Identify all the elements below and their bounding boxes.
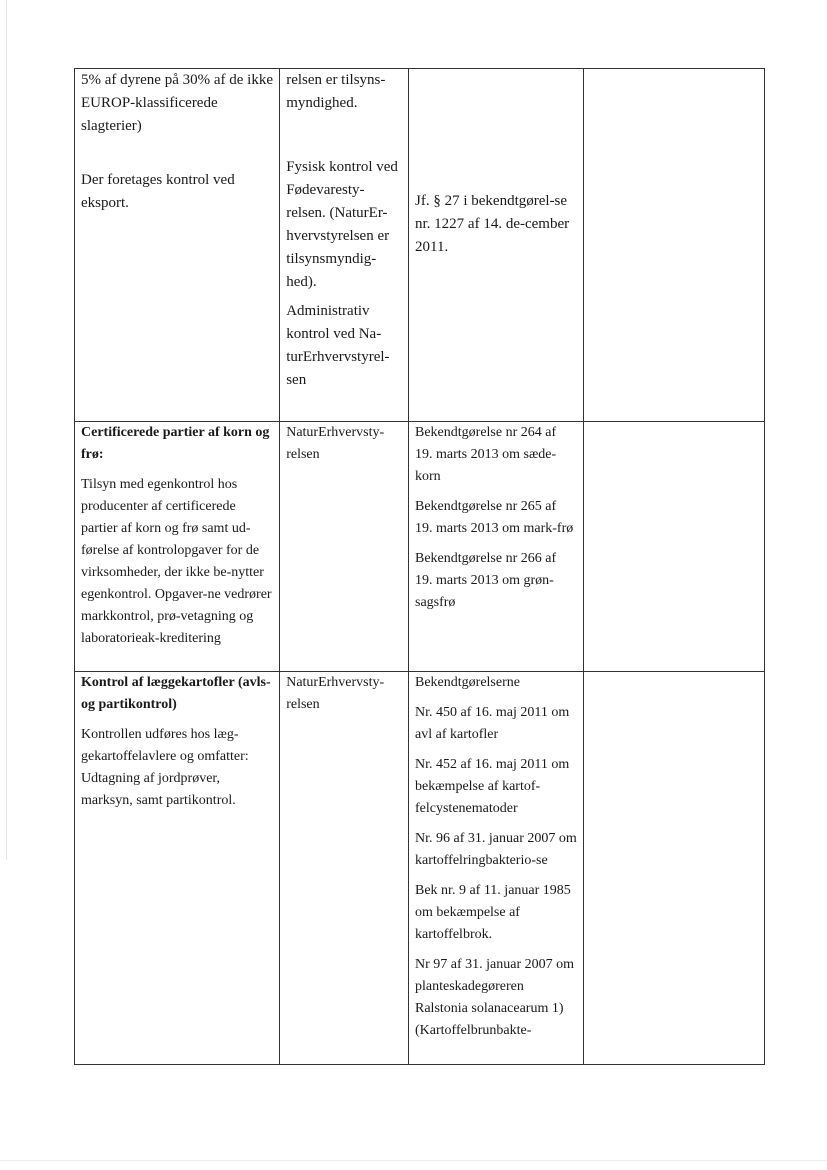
cell-text: Bekendtgørelse nr 265 af 19. marts 2013 om mark-frø	[415, 499, 574, 536]
cell-text: Nr. 452 af 16. maj 2011 om bekæmpelse af kartof-felcystenematoder	[415, 757, 570, 816]
cell-text: Bekendtgørelse nr 266 af 19. marts 2013 om grøn-sagsfrø	[415, 551, 557, 610]
cell-heading: Certificerede partier af korn og frø:	[81, 425, 270, 462]
cell-text: Kontrollen udføres hos læg-gekartoffelavlere og omfatter: Udtagning af jordprøver, marksyn, samt partikontrol.	[81, 727, 249, 808]
scan-edge-line	[0, 1160, 827, 1161]
cell-text: Jf. § 27 i bekendtgørel-se nr. 1227 af 14. de-cember 2011.	[415, 193, 570, 255]
cell-text: Nr 97 af 31. januar 2007 om planteskadegøreren Ralstonia solanacearum 1) (Kartoffelbrunbakte-	[415, 957, 575, 1038]
table-cell-legal-basis	[409, 69, 584, 422]
table-cell-authority	[280, 672, 409, 1065]
cell-text: NaturErhvervsty-relsen	[286, 425, 385, 462]
cell-heading: Kontrol af læggekartofler (avls- og partikontrol)	[81, 675, 271, 712]
table-cell-task	[75, 422, 280, 672]
table-cell-empty	[583, 69, 764, 422]
table-cell-legal-basis	[409, 672, 584, 1065]
cell-text: Nr. 96 af 31. januar 2007 om kartoffelringbakterio-se	[415, 831, 577, 868]
cell-text: NaturErhvervsty-relsen	[286, 675, 385, 712]
cell-text: Der foretages kontrol ved eksport.	[81, 172, 235, 211]
cell-text: 5% af dyrene på 30% af de ikke EUROP-klassificerede slagterier)	[81, 72, 273, 134]
table-row	[75, 672, 765, 1065]
table-cell-authority	[280, 422, 409, 672]
table-cell-empty	[583, 672, 764, 1065]
table-row	[75, 69, 765, 422]
table-row	[75, 422, 765, 672]
table-cell-task	[75, 69, 280, 422]
scan-edge-line	[6, 0, 7, 860]
cell-text: Administrativ kontrol ved Na-turErhvervstyrel-sen	[286, 303, 390, 388]
table-cell-empty	[583, 422, 764, 672]
cell-text: Bekendtgørelse nr 264 af 19. marts 2013 om sæde-korn	[415, 425, 557, 484]
cell-text: Nr. 450 af 16. maj 2011 om avl af kartofler	[415, 705, 570, 742]
table-cell-authority	[280, 69, 409, 422]
table-cell-task	[75, 672, 280, 1065]
table-cell-legal-basis	[409, 422, 584, 672]
cell-text: Tilsyn med egenkontrol hos producenter af certificerede partier af korn og frø samt ud-førelse af kontrolopgaver for de virksomheder, der ikke be-nytter egenkontrol. Opgaver-ne vedrører markkontrol, prø-vetagning og laboratorieak-kreditering	[81, 477, 272, 646]
regulation-table	[74, 68, 765, 1065]
cell-text: Fysisk kontrol ved Fødevaresty-relsen. (NaturEr-hvervstyrelsen er tilsynsmyndig-hed).	[286, 159, 398, 290]
cell-text: Bek nr. 9 af 11. januar 1985 om bekæmpelse af kartoffelbrok.	[415, 883, 571, 942]
cell-text: Bekendtgørelserne	[415, 675, 520, 690]
cell-text: relsen er tilsyns-myndighed.	[286, 72, 386, 111]
